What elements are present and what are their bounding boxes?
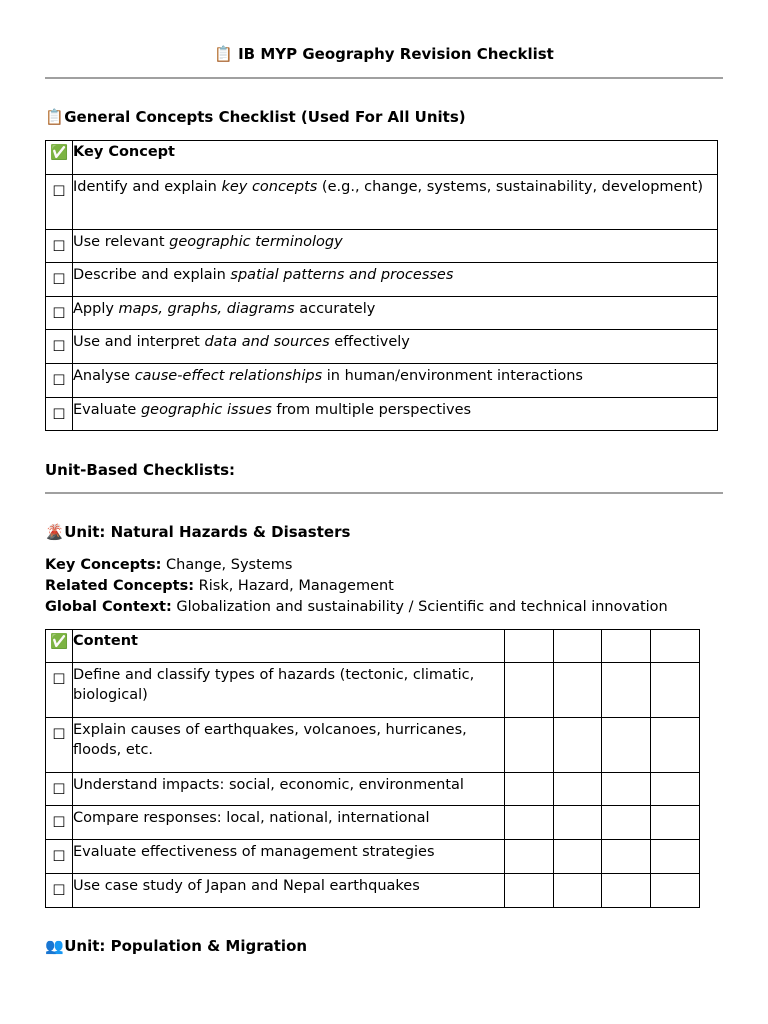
blank-cell[interactable] — [554, 874, 602, 908]
checkbox[interactable]: ☐ — [46, 263, 73, 297]
content-text: Compare responses: local, national, international — [73, 806, 505, 840]
table-row — [46, 663, 700, 718]
related-concepts-value: Risk, Hazard, Management — [194, 578, 394, 594]
concept-text: Evaluate geographic issues from multiple perspectives — [73, 398, 718, 431]
blank-cell[interactable] — [602, 840, 651, 874]
volcano-icon: 🌋 — [45, 523, 64, 541]
blank-cell[interactable] — [602, 874, 651, 908]
blank-cell[interactable] — [505, 874, 554, 908]
blank-column-header — [505, 630, 554, 663]
divider — [45, 77, 723, 79]
concept-text: Use relevant geographic terminology — [73, 230, 718, 263]
blank-cell[interactable] — [505, 840, 554, 874]
blank-cell[interactable] — [602, 718, 651, 773]
related-concepts-label: Related Concepts: — [45, 578, 195, 594]
blank-column-header — [554, 630, 602, 663]
concept-text: Analyse cause-effect relationships in human/environment interactions — [73, 364, 718, 398]
unit-population-heading — [45, 937, 307, 955]
table-row — [46, 806, 700, 840]
blank-cell[interactable] — [651, 840, 700, 874]
unit-based-heading: Unit-Based Checklists: — [45, 461, 236, 479]
blank-cell[interactable] — [554, 773, 602, 806]
check-mark-icon: ✅ — [46, 141, 73, 175]
table-row — [46, 874, 700, 908]
checkbox[interactable]: ☐ — [46, 718, 73, 773]
table-header-row — [46, 630, 700, 663]
content-text: Define and classify types of hazards (tectonic, climatic, biological) — [73, 663, 505, 718]
blank-cell[interactable] — [651, 773, 700, 806]
unit-hazards-info — [45, 555, 668, 618]
table-row — [46, 840, 700, 874]
table-row — [46, 364, 718, 398]
blank-column-header — [602, 630, 651, 663]
clipboard-icon: 📋 — [45, 108, 64, 126]
checkbox[interactable]: ☐ — [46, 330, 73, 364]
page-title-text: IB MYP Geography Revision Checklist — [238, 45, 554, 63]
check-mark-icon: ✅ — [46, 630, 73, 663]
clipboard-icon: 📋 — [214, 45, 233, 63]
global-context-label: Global Context: — [45, 599, 172, 615]
content-text: Understand impacts: social, economic, environmental — [73, 773, 505, 806]
checkbox[interactable]: ☐ — [46, 874, 73, 908]
checkbox[interactable]: ☐ — [46, 230, 73, 263]
table-row — [46, 398, 718, 431]
content-text: Evaluate effectiveness of management strategies — [73, 840, 505, 874]
blank-cell[interactable] — [505, 806, 554, 840]
blank-cell[interactable] — [554, 840, 602, 874]
content-text: Explain causes of earthquakes, volcanoes, hurricanes, floods, etc. — [73, 718, 505, 773]
concept-text: Apply maps, graphs, diagrams accurately — [73, 297, 718, 330]
table-header-row — [46, 141, 718, 175]
blank-cell[interactable] — [602, 806, 651, 840]
general-concepts-heading — [45, 108, 466, 126]
key-concepts-label: Key Concepts: — [45, 557, 162, 573]
people-icon: 👥 — [45, 937, 64, 955]
unit-population-heading-text: Unit: Population & Migration — [64, 937, 308, 955]
key-concept-header: Key Concept — [73, 141, 718, 175]
concept-text: Describe and explain spatial patterns and processes — [73, 263, 718, 297]
table-row — [46, 230, 718, 263]
blank-cell[interactable] — [651, 874, 700, 908]
checkbox[interactable]: ☐ — [46, 364, 73, 398]
content-text: Use case study of Japan and Nepal earthquakes — [73, 874, 505, 908]
table-row — [46, 773, 700, 806]
table-row — [46, 175, 718, 230]
checkbox[interactable]: ☐ — [46, 773, 73, 806]
blank-cell[interactable] — [505, 773, 554, 806]
unit-hazards-heading — [45, 523, 350, 541]
blank-cell[interactable] — [651, 806, 700, 840]
page-title — [45, 45, 723, 63]
key-concepts-value: Change, Systems — [161, 557, 293, 573]
table-row — [46, 263, 718, 297]
checkbox[interactable]: ☐ — [46, 840, 73, 874]
blank-cell[interactable] — [505, 663, 554, 718]
concept-text: Use and interpret data and sources effectively — [73, 330, 718, 364]
checkbox[interactable]: ☐ — [46, 806, 73, 840]
global-context-value: Globalization and sustainability / Scientific and technical innovation — [171, 599, 668, 615]
blank-column-header — [651, 630, 700, 663]
blank-cell[interactable] — [602, 663, 651, 718]
checkbox[interactable]: ☐ — [46, 398, 73, 431]
content-header: Content — [73, 630, 505, 663]
blank-cell[interactable] — [554, 806, 602, 840]
concept-text: Identify and explain key concepts (e.g., change, systems, sustainability, development) — [73, 175, 718, 230]
blank-cell[interactable] — [651, 663, 700, 718]
general-concepts-table — [45, 140, 718, 431]
blank-cell[interactable] — [505, 718, 554, 773]
checkbox[interactable]: ☐ — [46, 175, 73, 230]
checkbox[interactable]: ☐ — [46, 297, 73, 330]
unit-hazards-table — [45, 629, 700, 908]
blank-cell[interactable] — [554, 663, 602, 718]
blank-cell[interactable] — [602, 773, 651, 806]
table-row — [46, 330, 718, 364]
general-concepts-heading-text: General Concepts Checklist (Used For All Units) — [64, 108, 466, 126]
table-row — [46, 297, 718, 330]
divider — [45, 492, 723, 494]
blank-cell[interactable] — [554, 718, 602, 773]
unit-hazards-heading-text: Unit: Natural Hazards & Disasters — [64, 523, 351, 541]
checkbox[interactable]: ☐ — [46, 663, 73, 718]
blank-cell[interactable] — [651, 718, 700, 773]
table-row — [46, 718, 700, 773]
